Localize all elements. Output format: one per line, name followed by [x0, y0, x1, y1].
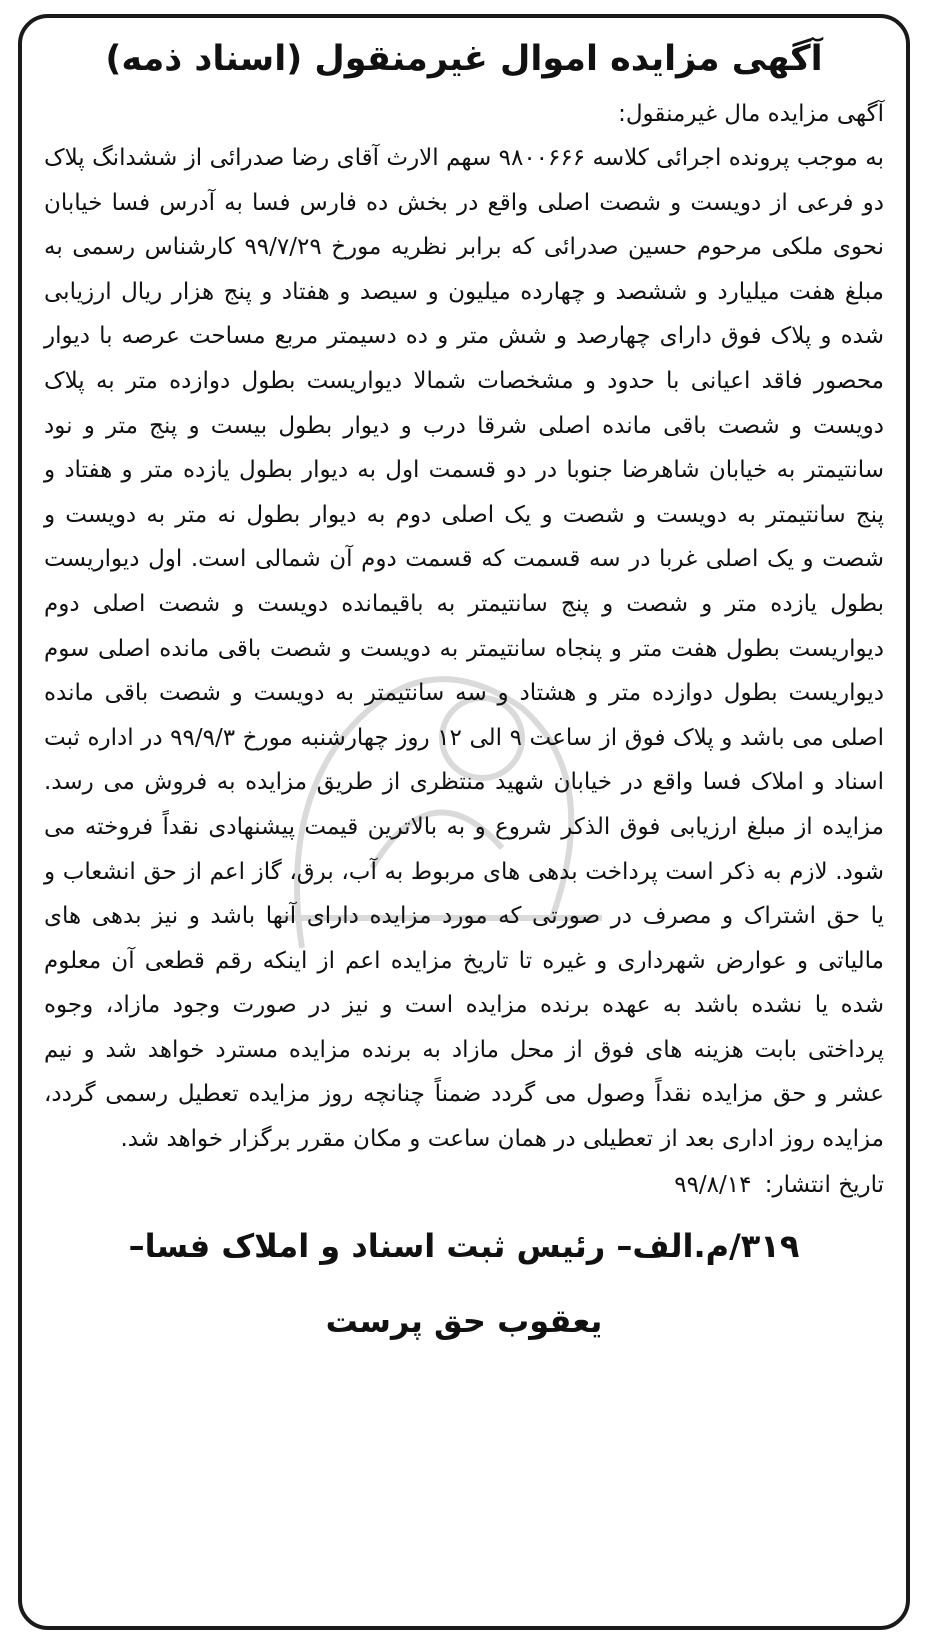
publication-date-value: ۹۹/۸/۱۴ — [674, 1171, 752, 1198]
publication-date-line — [44, 1162, 884, 1208]
notice-frame — [18, 14, 910, 1630]
signature-line: ۳۱۹/م.الف– رئیس ثبت اسناد و املاک فسا– — [128, 1226, 800, 1265]
signature-name: یعقوب حق پرست — [325, 1302, 603, 1341]
notice-title: آگهی مزایده اموال غیرمنقول (اسناد ذمه) — [105, 39, 823, 79]
notice-body: به موجب پرونده اجرائی کلاسه ۹۸۰۰۶۶۶ سهم الارث آقای رضا صدرائی از ششدانگ پلاک دو فرعی از دویست و شصت اصلی واقع در بخش ده فارس فسا به آدرس فسا خیابان نحوی ملکی مرحوم حسین صدرائی که برابر نظریه مورخ ۹۹/۷/۲۹ کارشناس رسمی به مبلغ هفت میلیارد و ششصد و چهارده میلیون و سیصد و هفتاد و پنج هزار ریال ارزیابی شده و پلاک فوق دارای چهارصد و شش متر و ده دسیمتر مربع مساحت عرصه با دیوار محصور فاقد اعیانی با حدود و مشخصات شمالا دیواریست بطول دوازده متر به پلاک دویست و شصت باقی مانده اصلی شرقا درب و دیوار بطول بیست و پنج متر و نود سانتیمتر به خیابان شاهرضا جنوبا در دو قسمت اول به دیوار بطول یازده متر و هفتاد و پنج سانتیمتر به دویست و شصت و یک اصلی دوم به دیوار بطول نه متر به دویست و شصت و یک اصلی غربا در سه قسمت که قسمت دوم آن شمالی است. اول دیواریست بطول یازده متر و شصت و پنج سانتیمتر به باقیمانده دویست و شصت اصلی دوم دیواریست بطول هفت متر و پنجاه سانتیمتر به دویست و شصت باقی مانده اصلی سوم دیواریست بطول دوازده متر و هشتاد و سه سانتیمتر به دویست و شصت باقی مانده اصلی می باشد و پلاک فوق از ساعت ۹ الی ۱۲ روز چهارشنبه مورخ ۹۹/۹/۳ در اداره ثبت اسناد و املاک فسا واقع در خیابان شهید منتظری از طریق مزایده به فروش می رسد. مزایده از مبلغ ارزیابی فوق الذکر شروع و به بالاترین قیمت پیشنهادی نقداً فروخته می شود. لازم به ذکر است پرداخت بدهی های مربوط به آب، برق، گاز اعم از حق انشعاب و یا حق اشتراک و مصرف در صورتی که مورد مزایده دارای آنها باشد و نیز بدهی های مالیاتی و عوارض شهرداری و غیره تا تاریخ مزایده اعم از اینکه رقم قطعی آن معلوم شده یا نشده باشد به عهده برنده مزایده است و نیز در صورت وجود مازاد، وجوه پرداختی بابت هزینه های فوق از محل مازاد به برنده مزایده مسترد خواهد شد و نیم عشر و حق مزایده نقداً وصول می گردد ضمناً چنانچه روز مزایده تعطیل رسمی گردد، مزایده روز اداری بعد از تعطیلی در همان ساعت و مکان مقرر برگزار خواهد شد. — [44, 145, 885, 1153]
notice-subtitle: آگهی مزایده مال غیرمنقول: — [618, 101, 884, 127]
publication-date-label: تاریخ انتشار: — [764, 1171, 884, 1198]
